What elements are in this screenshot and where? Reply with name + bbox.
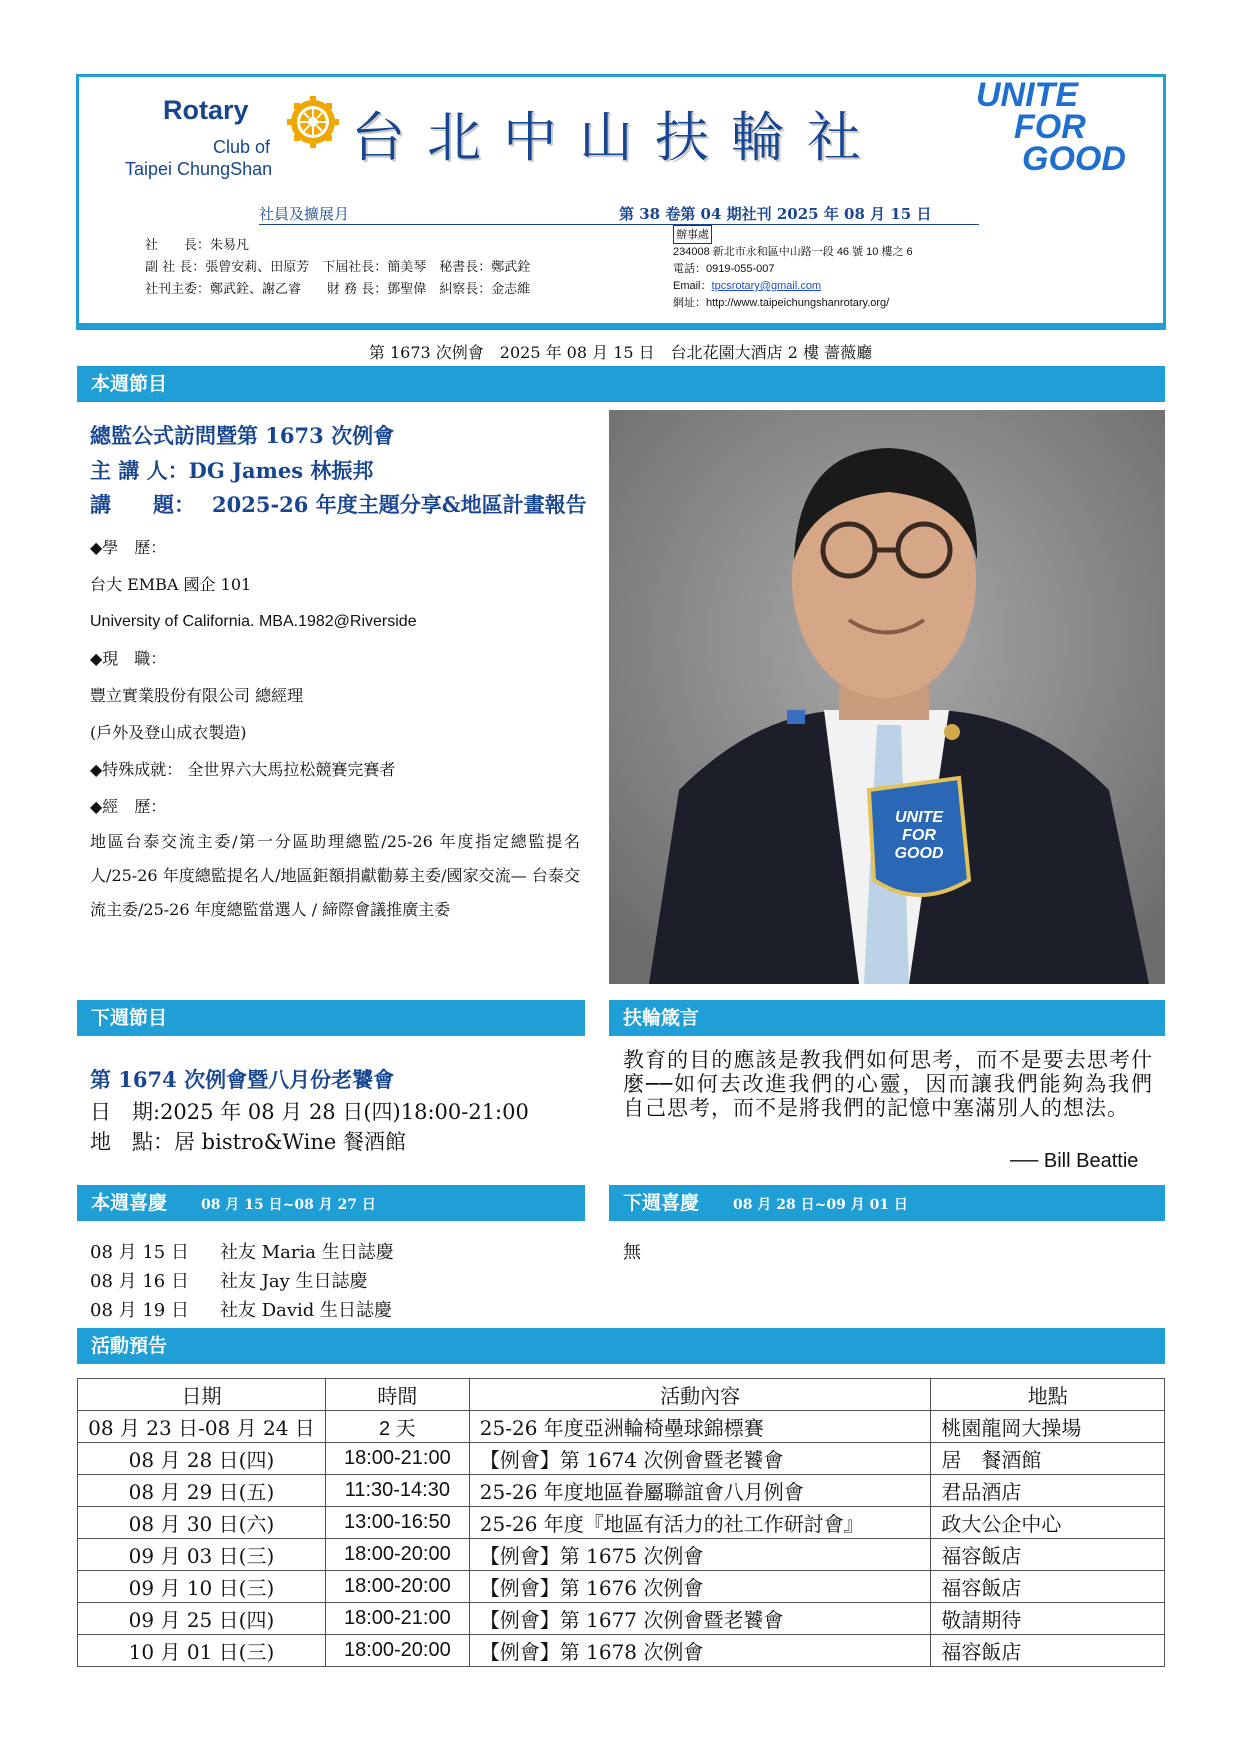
rotary-logo (103, 91, 343, 181)
event-content: 【例會】第 1678 次例會 (469, 1635, 931, 1667)
event-date: 09 月 25 日(四) (78, 1603, 326, 1635)
event-content: 25-26 年度亞洲輪椅壘球錦標賽 (469, 1411, 931, 1443)
event-place: 福容飯店 (931, 1539, 1165, 1571)
event-date: 08 月 28 日(四) (78, 1443, 326, 1475)
table-row (78, 1571, 1165, 1603)
event-place: 君品酒店 (931, 1475, 1165, 1507)
unite-for-good-logo (976, 76, 1136, 178)
celebrations-range: 08 月 15 日~08 月 27 日 (201, 1197, 376, 1213)
celebration-date: 08 月 19 日 (90, 1300, 189, 1321)
event-time: 11:30-14:30 (325, 1475, 469, 1507)
table-row (78, 1603, 1165, 1635)
bio-line: 豐立實業股份有限公司 總經理 (90, 686, 304, 705)
this-week-celebrations-bar (77, 1185, 585, 1221)
list-item (90, 1267, 394, 1296)
issue-number: 第 38 卷第 04 期社刊 2025 年 08 月 15 日 (619, 205, 932, 223)
table-row (78, 1411, 1165, 1443)
list-item (90, 1238, 394, 1267)
event-time: 13:00-16:50 (325, 1507, 469, 1539)
bio-line: 台大 EMBA 國企 101 (90, 575, 252, 594)
next-celebrations-none: 無 (623, 1242, 641, 1263)
event-time: 18:00-20:00 (325, 1571, 469, 1603)
topic-label: 講 題： (90, 492, 195, 517)
event-place: 政大公企中心 (931, 1507, 1165, 1539)
speaker-bio (90, 529, 590, 927)
this-week-bar (77, 366, 1165, 402)
office-email-label: Email： (673, 280, 712, 292)
this-week-bar-label: 本週節目 (91, 373, 168, 395)
program-topic (90, 488, 590, 521)
event-date: 08 月 30 日(六) (78, 1507, 326, 1539)
this-week-program (90, 420, 590, 927)
next-program-title: 第 1674 次例會暨八月份老饕會 (90, 1067, 395, 1092)
slogan-line: FOR (1014, 108, 1086, 146)
celebration-text: 社友 Maria 生日誌慶 (220, 1242, 394, 1263)
event-place: 桃園龍岡大操場 (931, 1411, 1165, 1443)
speaker-portrait-image (609, 410, 1165, 984)
motto-bar (609, 1000, 1165, 1036)
celebrations-range: 08 月 28 日~09 月 01 日 (733, 1197, 908, 1213)
list-item (90, 1296, 394, 1325)
celebration-date: 08 月 16 日 (90, 1271, 189, 1292)
speaker-photo (609, 410, 1165, 984)
event-place: 福容飯店 (931, 1635, 1165, 1667)
office-info (673, 225, 913, 312)
column-header: 日期 (78, 1379, 326, 1411)
event-date: 09 月 03 日(三) (78, 1539, 326, 1571)
celebrations-list (90, 1238, 394, 1325)
issue-theme: 社員及擴展月 (259, 205, 350, 223)
rotary-wheel-icon (286, 95, 340, 149)
table-row (78, 1443, 1165, 1475)
event-time: 18:00-20:00 (325, 1635, 469, 1667)
celebrations-bar-label: 下週喜慶 (623, 1192, 700, 1214)
office-website[interactable]: 網址：http://www.taipeichungshanrotary.org/ (673, 297, 890, 309)
event-place: 敬請期待 (931, 1603, 1165, 1635)
badge-text: FOR (902, 827, 936, 844)
badge-text: UNITE (895, 809, 943, 826)
next-program-place: 地 點：居 bistro&Wine 餐酒館 (90, 1130, 406, 1154)
office-email-link[interactable]: tpcsrotary@gmail.com (711, 280, 822, 292)
slogan-line: GOOD (1022, 140, 1126, 178)
next-program-date: 日 期:2025 年 08 月 28 日(四)18:00-21:00 (90, 1100, 529, 1124)
column-header: 地點 (931, 1379, 1165, 1411)
table-header-row (78, 1379, 1165, 1411)
officers-list (145, 235, 530, 301)
program-speaker: 主 講 人：DG James 林振邦 (90, 458, 374, 483)
club-name: 台北中山扶輪社 (351, 106, 883, 169)
event-content: 【例會】第 1675 次例會 (469, 1539, 931, 1571)
event-place: 福容飯店 (931, 1571, 1165, 1603)
event-content: 【例會】第 1677 次例會暨老饕會 (469, 1603, 931, 1635)
office-address: 234008 新北市永和區中山路一段 46 號 10 樓之 6 (673, 246, 913, 258)
event-time: 18:00-20:00 (325, 1539, 469, 1571)
bio-line: ◆現 職： (90, 649, 167, 668)
events-table (77, 1378, 1165, 1667)
office-tag: 辦事處 (673, 225, 712, 244)
event-time: 18:00-21:00 (325, 1443, 469, 1475)
event-date: 10 月 01 日(三) (78, 1635, 326, 1667)
table-row (78, 1475, 1165, 1507)
bio-line: ◆學 歷： (90, 538, 167, 557)
logo-club-text: Club of (213, 137, 271, 157)
events-bar-label: 活動預告 (91, 1335, 168, 1357)
masthead (76, 74, 1166, 330)
table-row (78, 1539, 1165, 1571)
celebration-text: 社友 Jay 生日誌慶 (220, 1271, 368, 1292)
column-header: 活動內容 (469, 1379, 931, 1411)
motto-text: 教育的目的應該是教我們如何思考，而不是要去思考什麼──如何去改進我們的心靈，因而讓我們能夠為我們自己思考，而不是將我們的記憶中塞滿別人的想法。 (623, 1048, 1153, 1120)
logo-place-text: Taipei ChungShan (125, 159, 273, 179)
motto-bar-label: 扶輪箴言 (623, 1007, 700, 1029)
issue-row (259, 203, 979, 225)
event-content: 【例會】第 1676 次例會 (469, 1571, 931, 1603)
motto-author: ── Bill Beattie (1010, 1150, 1139, 1172)
bio-line: University of California. MBA.1982@Riverside (90, 613, 417, 630)
celebration-text: 社友 David 生日誌慶 (220, 1300, 393, 1321)
bio-line: ◆特殊成就： 全世界六大馬拉松競賽完賽者 (90, 760, 396, 779)
next-week-celebrations-bar (609, 1185, 1165, 1221)
event-date: 08 月 23 日-08 月 24 日 (78, 1411, 326, 1443)
event-content: 【例會】第 1674 次例會暨老饕會 (469, 1443, 931, 1475)
badge-text: GOOD (894, 845, 944, 862)
office-phone: 電話：0919-055-007 (673, 263, 775, 275)
event-date: 09 月 10 日(三) (78, 1571, 326, 1603)
next-week-bar-label: 下週節目 (91, 1007, 168, 1029)
officer-line: 副 社 長：張曾安莉、田原芳 下屆社長：簡美琴 秘書長：鄭武銓 (145, 260, 531, 275)
next-week-bar (77, 1000, 585, 1036)
events-bar (77, 1328, 1165, 1364)
celebrations-bar-label: 本週喜慶 (91, 1192, 168, 1214)
event-date: 08 月 29 日(五) (78, 1475, 326, 1507)
topic-text: 2025-26 年度主題分享&地區計畫報告 (212, 492, 587, 517)
event-time: 18:00-21:00 (325, 1603, 469, 1635)
event-content: 25-26 年度地區眷屬聯誼會八月例會 (469, 1475, 931, 1507)
event-content: 25-26 年度『地區有活力的社工作研討會』 (469, 1507, 931, 1539)
bio-line: ◆經 歷： (90, 797, 167, 816)
event-place: 居 餐酒館 (931, 1443, 1165, 1475)
logo-rotary-text: Rotary (163, 95, 249, 125)
meeting-line: 第 1673 次例會 2025 年 08 月 15 日 台北花園大酒店 2 樓 薔薇廳 (368, 343, 873, 362)
officer-line: 社刊主委：鄭武銓、謝乙睿 財 務 長：鄧聖偉 糾察長：金志維 (145, 282, 531, 297)
column-header: 時間 (325, 1379, 469, 1411)
event-time: 2 天 (325, 1411, 469, 1443)
slogan-line: UNITE (976, 76, 1078, 114)
officer-line: 社 長：朱易凡 (145, 238, 250, 253)
celebration-date: 08 月 15 日 (90, 1242, 189, 1263)
program-title: 總監公式訪問暨第 1673 次例會 (90, 423, 395, 448)
table-row (78, 1635, 1165, 1667)
bio-line: (戶外及登山成衣製造) (90, 723, 247, 742)
table-row (78, 1507, 1165, 1539)
bio-experience: 地區台泰交流主委/第一分區助理總監/25-26 年度指定總監提名人/25-26 年度總監提名人/地區鉅額捐獻勸募主委/國家交流— 台泰交流主委/25-26 年度總監當選人 / 締際會議推廣主委 (90, 832, 580, 919)
